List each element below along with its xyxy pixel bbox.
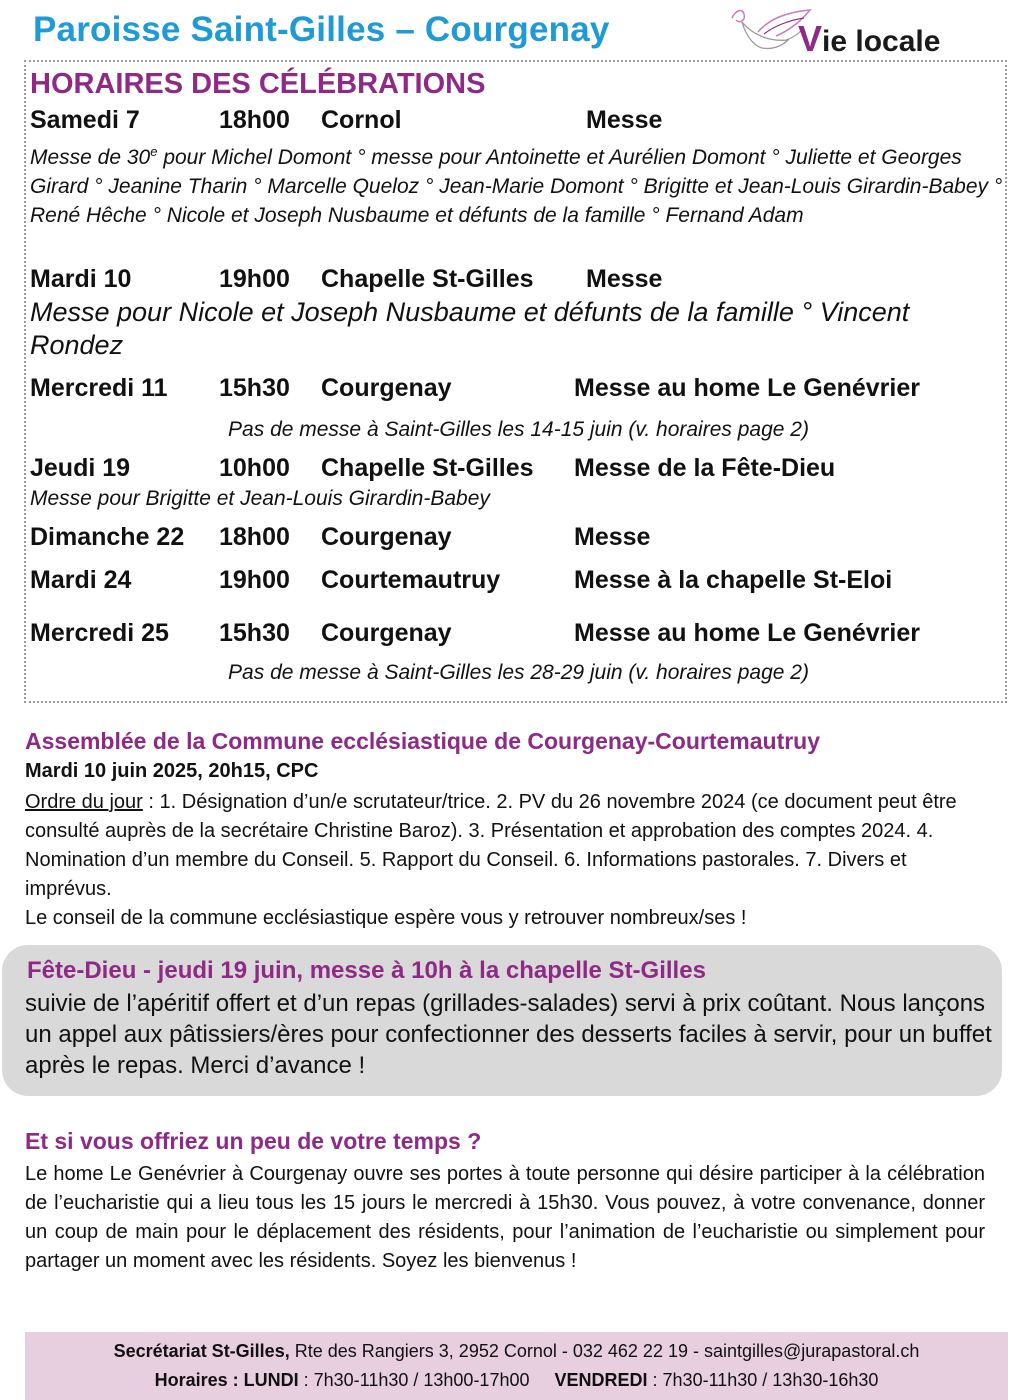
mass-intentions: Messe pour Brigitte et Jean-Louis Girardin-Babey [30, 487, 490, 510]
page-title: Paroisse Saint-Gilles – Courgenay [33, 10, 610, 49]
logo-letters: ie locale [822, 25, 941, 58]
footer-hours-monday: : 7h30-11h30 / 13h00-17h00 [298, 1370, 530, 1390]
schedule-row [0, 566, 1033, 596]
footer-hours [25, 1370, 1008, 1391]
logo-text [798, 18, 940, 60]
feast-title: Fête-Dieu - jeudi 19 juin, messe à 10h à la chapelle St-Gilles [27, 957, 706, 984]
row-time: 19h00 [219, 566, 290, 594]
row-place: Cornol [321, 106, 402, 134]
row-day: Jeudi 19 [30, 454, 131, 482]
schedule-note: Pas de messe à Saint-Gilles les 28-29 juin (v. horaires page 2) [228, 661, 809, 684]
feast-text: suivie de l’apéritif offert et d’un repas (grillades-salades) servi à prix coûtant. Nous lançons un appel aux pâtissiers/ères pour confectionner des desserts faciles à servir, pour un buffet après le repas. Merci d’avance ! [25, 990, 992, 1079]
row-day: Mardi 24 [30, 566, 132, 594]
row-type: Messe à la chapelle St-Eloi [574, 566, 893, 594]
assembly-date: Mardi 10 juin 2025, 20h15, CPC [25, 760, 319, 782]
row-time: 15h30 [219, 619, 290, 647]
footer-hours-friday: : 7h30-11h30 / 13h30-16h30 [647, 1370, 879, 1390]
footer-address [25, 1341, 1008, 1362]
row-time: 10h00 [219, 454, 290, 482]
schedule-row [0, 523, 1033, 553]
mass-intentions [30, 137, 1005, 230]
schedule-row [0, 106, 1033, 136]
row-time: 19h00 [219, 265, 290, 293]
row-day: Mercredi 11 [30, 374, 168, 402]
row-day: Mardi 10 [30, 265, 132, 293]
intent-superscript: e [150, 144, 158, 159]
row-type: Messe au home Le Genévrier [574, 619, 920, 647]
row-place: Courgenay [321, 374, 452, 402]
row-type: Messe [586, 265, 663, 293]
intent-text: pour Michel Domont ° messe pour Antoinette et Aurélien Domont ° Juliette et Georges Girard ° Jeanine Tharin ° Marcelle Queloz ° Jean-Marie Domont ° Brigitte et Jean-Louis Girardin-Babey ° René Hêche ° Nicole et Joseph Nusbaume et défunts de la famille ° Fernand Adam [30, 146, 1003, 227]
footer-secretariat-text: Rte des Rangiers 3, 2952 Cornol - 032 462 22 19 - saintgilles@jurapastoral.ch [289, 1341, 920, 1361]
schedule-row [0, 619, 1033, 649]
footer [25, 1332, 1008, 1400]
schedule-note: Pas de messe à Saint-Gilles les 14-15 juin (v. horaires page 2) [228, 418, 809, 441]
row-place: Courgenay [321, 619, 452, 647]
intent-text: Messe de 30 [30, 146, 151, 169]
footer-friday-label: VENDREDI [554, 1370, 648, 1390]
footer-hours-label: Horaires : LUNDI [154, 1370, 299, 1390]
assembly-title: Assemblée de la Commune ecclésiastique de Courgenay-Courtemautruy [25, 728, 821, 754]
row-place: Chapelle St-Gilles [321, 265, 534, 293]
row-place: Chapelle St-Gilles [321, 454, 534, 482]
volunteer-text: Le home Le Genévrier à Courgenay ouvre ses portes à toute personne qui désire participer à la célébration de l’eucharistie qui a lieu tous les 15 jours le mercredi à 15h30. Vous pouvez, à votre convenance, donner un coup de main pour le déplacement des résidents, pour l’animation de l’eucharistie ou simplement pour partager un moment avec les résidents. Soyez les bienvenus ! [25, 1163, 985, 1272]
row-day: Dimanche 22 [30, 523, 185, 551]
row-type: Messe [574, 523, 651, 551]
footer-secretariat-label: Secrétariat St-Gilles, [113, 1341, 290, 1361]
agenda-label: Ordre du jour [25, 791, 143, 813]
row-type: Messe au home Le Genévrier [574, 374, 920, 402]
row-type: Messe [586, 106, 663, 134]
row-time: 18h00 [219, 523, 290, 551]
row-time: 18h00 [219, 106, 290, 134]
row-place: Courtemautruy [321, 566, 501, 594]
row-type: Messe de la Fête-Dieu [574, 454, 836, 482]
volunteer-title: Et si vous offriez un peu de votre temps ? [25, 1128, 482, 1154]
row-time: 15h30 [219, 374, 290, 402]
row-day: Mercredi 25 [30, 619, 169, 647]
logo-letter-v: V [798, 18, 823, 59]
row-day: Samedi 7 [30, 106, 140, 134]
schedule-row [0, 374, 1033, 404]
mass-intentions: Messe pour Nicole et Joseph Nusbaume et défunts de la famille ° Vincent Rondez [30, 297, 910, 360]
vie-locale-logo [728, 4, 968, 60]
schedule-row [0, 454, 1033, 484]
schedule-row [0, 265, 1033, 295]
assembly-agenda [25, 788, 985, 904]
row-place: Courgenay [321, 523, 452, 551]
schedule-heading: HORAIRES DES CÉLÉBRATIONS [30, 68, 486, 100]
agenda-text: : 1. Désignation d’un/e scrutateur/trice. 2. PV du 26 novembre 2024 (ce document peut être consulté auprès de la secrétaire Christine Baroz). 3. Présentation et approbation des comptes 2024. 4. Nomination d’un membre du Conseil. 5. Rapport du Conseil. 6. Informations pastorales. 7. Divers et imprévus. [25, 791, 957, 900]
assembly-closing: Le conseil de la commune ecclésiastique espère vous y retrouver nombreux/ses ! [25, 907, 747, 929]
